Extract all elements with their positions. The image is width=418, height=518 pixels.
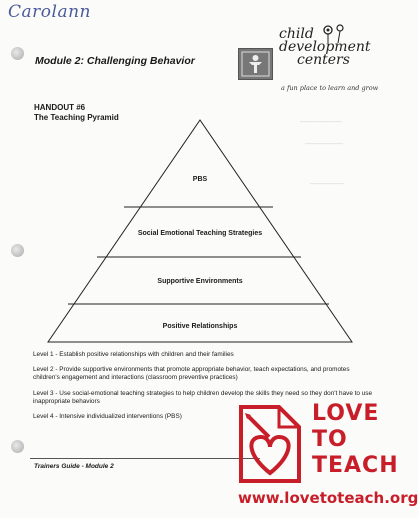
love-to-teach-logo-icon <box>235 403 307 485</box>
logo-tagline: a fun place to learn and grow <box>281 84 379 92</box>
level-1-text: Level 1 - Establish positive relationships with children and their families <box>33 351 234 358</box>
handout-number: HANDOUT #6 <box>34 103 86 112</box>
pyramid-tier-social-emotional: Social Emotional Teaching Strategies <box>137 230 263 237</box>
bleed-through: ━━━━━━━━━ <box>305 141 343 148</box>
handwritten-name: Carolann <box>8 2 91 22</box>
handout-title: The Teaching Pyramid <box>34 113 119 122</box>
watermark-to: TO <box>312 427 348 452</box>
pyramid-tier-positive-relationships: Positive Relationships <box>162 323 238 330</box>
watermark-love: LOVE <box>312 401 380 426</box>
bleed-through: ━━━━━━━━ <box>310 181 344 188</box>
logo-line-1: child <box>279 26 314 42</box>
logo-line-3: centers <box>297 52 350 68</box>
level-2-text: Level 2 - Provide supportive environments that promote appropriate behavior, teach expectations, and promotes children's engagement and interactions (classroom preventive practices) <box>33 366 350 381</box>
footer-divider <box>30 458 260 459</box>
module-title: Module 2: Challenging Behavior <box>35 55 195 67</box>
level-4-text: Level 4 - Intensive individualized interventions (PBS) <box>33 413 182 420</box>
pyramid-tier-supportive-environments: Supportive Environments <box>157 278 243 285</box>
logo-line-2: development <box>279 39 371 55</box>
watermark-teach: TEACH <box>312 453 399 478</box>
watermark-url: www.lovetoteach.org <box>238 489 418 507</box>
bleed-through: ━━━━━━━━━━ <box>300 119 343 126</box>
level-3-text: Level 3 - Use social-emotional teaching strategies to help children develop the skills they need so they don't have to use inappropriate behaviors <box>33 390 373 405</box>
footer-text: Trainers Guide - Module 2 <box>34 463 114 470</box>
pyramid-tier-pbs: PBS <box>192 176 208 183</box>
